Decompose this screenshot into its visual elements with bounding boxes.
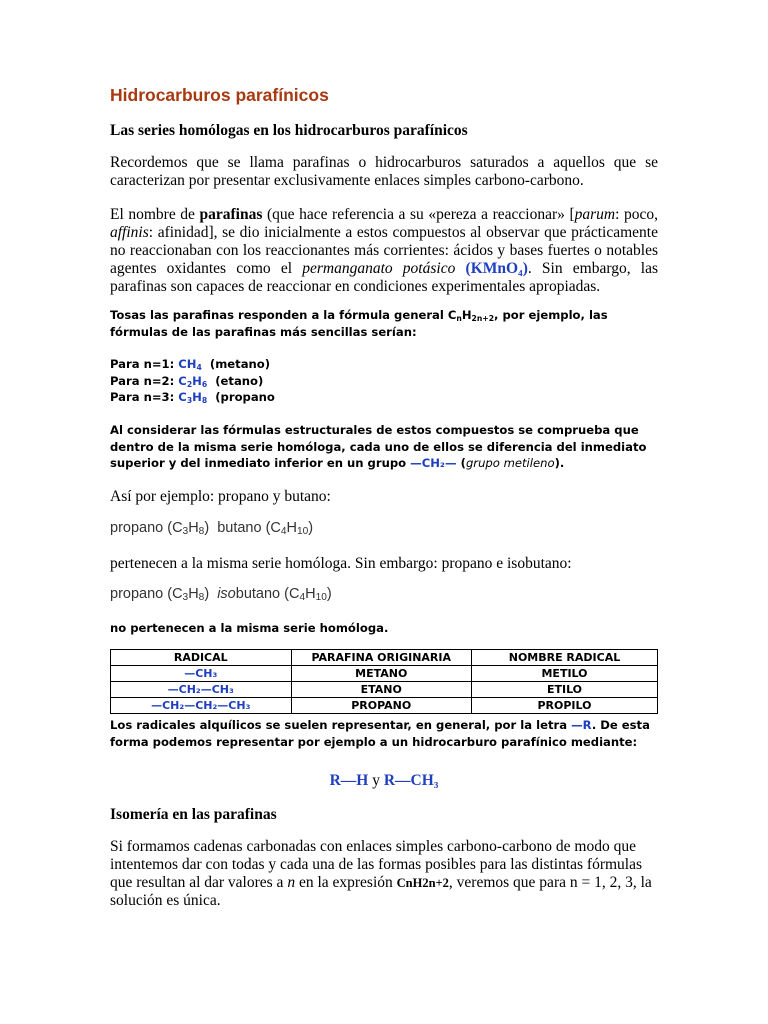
table-cell-radical: —CH₂—CH₃ xyxy=(111,682,292,698)
example-item: Para n=2: $C_2H_6$ (etano) xyxy=(110,373,264,389)
paragraph-isomeria: Si formamos cadenas carbonadas con enlaces simples carbono-carbono de modo que intentemos dar con todas y cada una de las formas posibles para las distintas fórmulas que resultan al dar valores a n en la expresión CnH2n+2, veremos que para n = 1, 2, 3, la solución es única. xyxy=(110,838,652,909)
table-cell: PROPILO xyxy=(472,698,658,714)
table-cell: METILO xyxy=(472,666,658,682)
page-title: Hidrocarburos parafínicos xyxy=(110,85,329,105)
table-cell: PROPANO xyxy=(291,698,472,714)
example-formula: $C_2H_6$ xyxy=(178,373,208,389)
example-list xyxy=(110,356,658,406)
general-formula: $C_nH_{2n+2}$ xyxy=(447,308,495,323)
formula-kmno4: (KMnO₄) xyxy=(465,260,528,277)
table-cell: METANO xyxy=(291,666,472,682)
table-cell-radical: —CH₃ xyxy=(111,666,292,682)
table-cell-radical: —CH₂—CH₂—CH₃ xyxy=(111,698,292,714)
example-item: Para n=3: $C_3H_8$ (propano xyxy=(110,390,275,405)
paragraph-not-same-series: no pertenecen a la misma serie homóloga. xyxy=(110,621,389,635)
table-header-row xyxy=(111,650,658,666)
table-header: NOMBRE RADICAL xyxy=(472,650,658,666)
table-cell: ETILO xyxy=(472,682,658,698)
formula-line-propano-butano: propano $(C_3H_8)$ butano $(C_4H_{10})$ xyxy=(110,520,314,537)
example-formula: $CH_4$ xyxy=(178,357,202,372)
table-row xyxy=(111,666,658,682)
formula-rh-rch3: R—H y R—CH₃ xyxy=(329,772,439,789)
paragraph-same-series: pertenecen a la misma serie homóloga. Sin embargo: propano e isobutano: xyxy=(110,555,572,572)
table-header: RADICAL xyxy=(111,650,292,666)
table-row xyxy=(111,698,658,714)
paragraph-radicals: Los radicales alquílicos se suelen representar, en general, por la letra —R. De esta forma podemos representar por ejemplo a un hidrocarburo parafínico mediante: xyxy=(110,718,650,749)
letter-r: —R xyxy=(571,718,592,732)
formula-line-propano-isobutano: propano $(C_3H_8)$ isobutano $(C_4H_{10})$ xyxy=(110,586,332,603)
table-cell: ETANO xyxy=(291,682,472,698)
paragraph-general-formula: Tosas las parafinas responden a la fórmula general $C_nH_{2n+2}$, por ejemplo, las fórmulas de las parafinas más sencillas serían: xyxy=(110,308,608,339)
table-row xyxy=(111,682,658,698)
paragraph-example-intro: Así por ejemplo: propano y butano: xyxy=(110,488,331,505)
section-heading-series: Las series homólogas en los hidrocarburos parafínicos xyxy=(110,122,468,139)
example-item: Para n=1: $CH_4$ (metano) xyxy=(110,357,271,372)
term-parafinas: parafinas xyxy=(199,206,263,223)
radicals-table xyxy=(110,649,658,714)
group-ch2: —CH₂— xyxy=(410,456,457,470)
paragraph-definition: Recordemos que se llama parafinas o hidrocarburos saturados a aquellos que se caracterizan por presentar exclusivamente enlaces simples carbono-carbono. xyxy=(110,154,658,189)
general-formula-inline: CnH2n+2 xyxy=(396,876,449,890)
paragraph-metileno: Al considerar las fórmulas estructurales de estos compuestos se comprueba que dentro de la misma serie homóloga, cada uno de ellos se diferencia del inmediato superior y del inmediato inferior en un grupo —CH₂— (grupo metileno). xyxy=(110,423,647,470)
example-formula: $C_3H_8$ xyxy=(178,390,208,405)
section-heading-isomeria: Isomería en las parafinas xyxy=(110,806,277,823)
paragraph-parafinas-name: El nombre de parafinas (que hace referencia a su «pereza a reaccionar» [parum: poco, affinis: afinidad], se dio inicialmente a estos compuestos al observar que prácticamente no reaccionaban con los reaccionantes más corrientes: ácidos y bases fuertes o notables agentes oxidantes como el permanganato potásico (KMnO₄). Sin embargo, las parafinas son capaces de reaccionar en condiciones experimentales apropiadas. xyxy=(110,206,659,295)
table-header: PARAFINA ORIGINARIA xyxy=(291,650,472,666)
